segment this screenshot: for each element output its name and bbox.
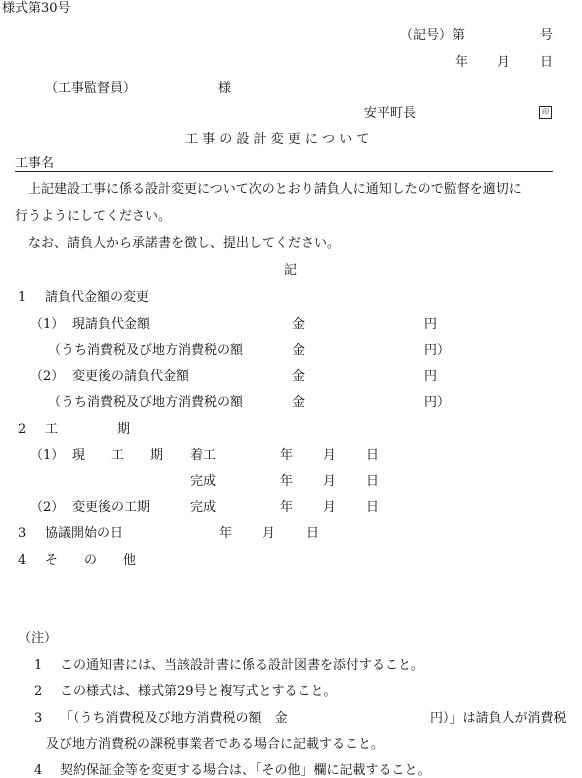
item-2-label-a: 工 <box>45 422 59 437</box>
note-1-number: 1 <box>34 658 43 673</box>
period-1-start-month: 月 <box>323 448 337 463</box>
period-2-finish-year: 年 <box>280 500 294 515</box>
reference-number-suffix: 号 <box>540 28 554 43</box>
item-3-day: 日 <box>306 526 320 541</box>
notes-heading: （注） <box>18 631 58 646</box>
sub-2-tax-yen: 円） <box>424 395 451 410</box>
sub-1-yen: 円 <box>424 317 438 332</box>
note-2-text: この様式は、様式第29号と複写式とすること。 <box>60 684 337 699</box>
note-3-text-a: 「（うち消費税及び地方消費税の額 金 <box>60 711 288 726</box>
document-title: 工 事 の 設 計 変 更 に つ い て <box>185 132 370 147</box>
period-1-finish-label: 完成 <box>190 474 217 489</box>
item-3-number: 3 <box>18 526 27 541</box>
period-1-start-year: 年 <box>280 448 294 463</box>
item-4-number: 4 <box>18 553 27 568</box>
note-3-text-b: 円）」は請負人が消費税 <box>430 711 567 726</box>
item-4-label: そ の 他 <box>45 553 137 568</box>
reference-number-label: （記号）第 <box>400 28 466 43</box>
period-1-start-label: 着工 <box>190 448 217 463</box>
body-line-1: 上記建設工事に係る設計変更について次のとおり請負人に通知したので監督を適切に <box>28 182 522 197</box>
note-3-text-c: 及び地方消費税の課税事業者である場合に記載すること。 <box>46 737 385 752</box>
item-3-month: 月 <box>262 526 276 541</box>
item-1-label: 請負代金額の変更 <box>45 290 150 305</box>
item-3-label: 協議開始の日 <box>45 526 124 541</box>
note-3-number: 3 <box>34 711 43 726</box>
period-2-finish-label: 完成 <box>190 500 217 515</box>
addressee-label: （工事監督員） <box>45 81 137 96</box>
note-2-number: 2 <box>34 684 43 699</box>
period-1-start-day: 日 <box>366 448 380 463</box>
item-1-number: 1 <box>18 290 27 305</box>
period-2-number: （2） <box>30 500 65 515</box>
sub-1-tax-label: （うち消費税及び地方消費税の額 <box>48 343 244 358</box>
project-name-label: 工事名 <box>15 156 55 171</box>
body-line-3: なお、請負人から承諾書を徴し、提出してください。 <box>28 236 341 251</box>
sub-2-label: 変更後の請負代金額 <box>72 369 190 384</box>
period-2-label: 変更後の工期 <box>72 500 151 515</box>
sender-name: 安平町長 <box>364 106 417 121</box>
sub-1-tax-yen: 円） <box>424 343 451 358</box>
period-1-finish-month: 月 <box>323 474 337 489</box>
ki-heading: 記 <box>284 263 298 278</box>
sub-1-kin: 金 <box>292 317 306 332</box>
sub-2-number: （2） <box>30 369 65 384</box>
note-1-text: この通知書には、当該設計書に係る設計図書を添付すること。 <box>60 658 425 673</box>
item-2-label-b: 期 <box>117 422 131 437</box>
seal-mark: 印 <box>539 106 552 119</box>
sub-1-label: 現請負代金額 <box>72 317 151 332</box>
sub-2-kin: 金 <box>292 369 306 384</box>
period-1-finish-year: 年 <box>280 474 294 489</box>
item-2-number: 2 <box>18 422 27 437</box>
honorific: 様 <box>218 81 232 96</box>
period-1-number: （1） <box>30 448 65 463</box>
sub-2-tax-kin: 金 <box>292 395 306 410</box>
sub-2-yen: 円 <box>424 369 438 384</box>
date-day-label: 日 <box>540 55 554 70</box>
period-2-finish-day: 日 <box>366 500 380 515</box>
period-1-finish-day: 日 <box>366 474 380 489</box>
sub-1-tax-kin: 金 <box>292 343 306 358</box>
project-name-underline <box>15 171 553 172</box>
period-2-finish-month: 月 <box>323 500 337 515</box>
date-month-label: 月 <box>497 55 511 70</box>
note-4-number: 4 <box>34 763 43 778</box>
date-year-label: 年 <box>455 55 469 70</box>
body-line-2: 行うようにしてください。 <box>15 209 172 224</box>
form-number: 様式第30号 <box>2 1 71 16</box>
period-1-label: 現 工 期 <box>72 448 164 463</box>
item-3-year: 年 <box>219 526 233 541</box>
note-4-text: 契約保証金等を変更する場合は、「その他」欄に記載すること。 <box>60 763 431 778</box>
sub-1-number: （1） <box>30 317 65 332</box>
sub-2-tax-label: （うち消費税及び地方消費税の額 <box>48 395 244 410</box>
